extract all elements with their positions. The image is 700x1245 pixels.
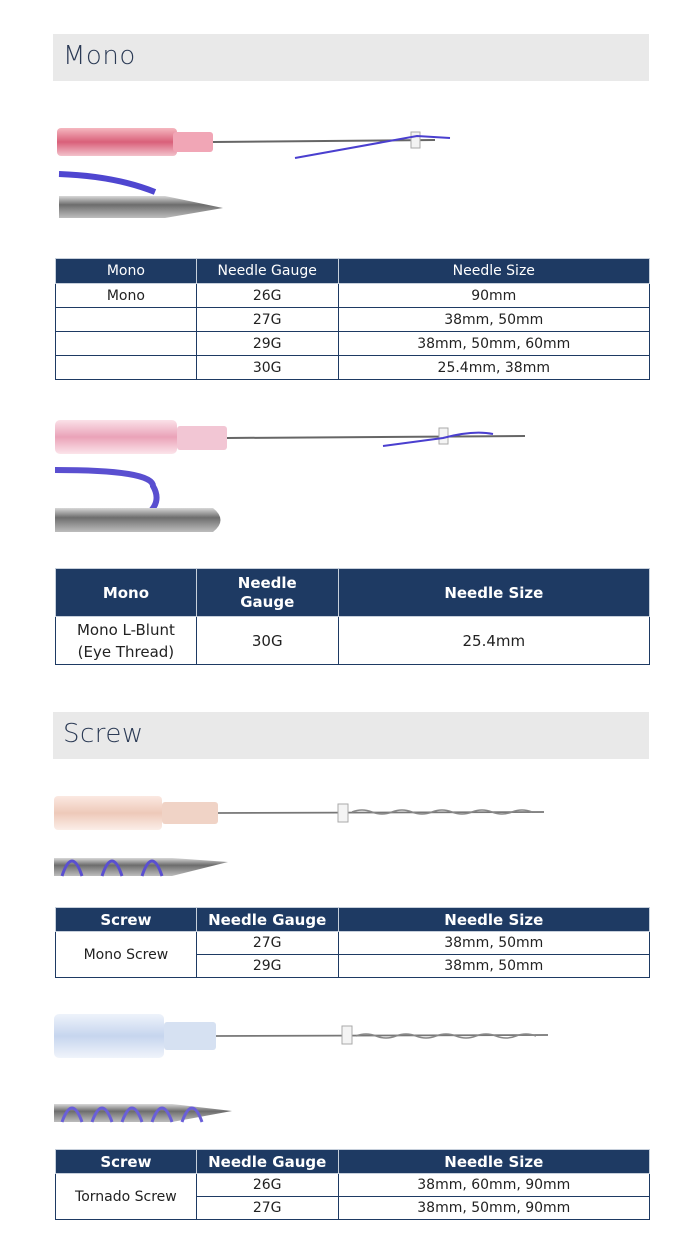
- section-title: Screw: [63, 719, 144, 749]
- mono-l-blunt-needle-image: [53, 408, 533, 538]
- table-cell: Mono: [56, 284, 197, 308]
- table-cell: 38mm, 60mm, 90mm: [338, 1174, 649, 1197]
- table-cell: 90mm: [338, 284, 649, 308]
- table-cell: 26G: [196, 284, 338, 308]
- table-cell: 38mm, 50mm, 60mm: [338, 332, 649, 356]
- table-cell: 27G: [196, 308, 338, 332]
- section-title: Mono: [63, 41, 136, 71]
- column-header-needle-gauge: Needle Gauge: [196, 259, 338, 284]
- table-cell: 38mm, 50mm: [338, 932, 649, 955]
- table-row: [56, 284, 650, 308]
- table-cell: [56, 332, 197, 356]
- table-row: [56, 308, 650, 332]
- product-name-cell: Mono Screw: [56, 932, 197, 978]
- table-cell: 29G: [196, 332, 338, 356]
- mono-needle-image: [55, 110, 465, 225]
- column-header-needle-size: Needle Size: [338, 908, 649, 932]
- table-row: [56, 617, 650, 665]
- table-row: [56, 356, 650, 380]
- section-header-mono: [53, 34, 649, 81]
- table-cell: Mono L-Blunt (Eye Thread): [56, 617, 197, 665]
- table-cell: 26G: [196, 1174, 338, 1197]
- table-row: [56, 932, 650, 955]
- mono-l-blunt-spec-table: [55, 568, 650, 665]
- table-cell: 29G: [196, 955, 338, 978]
- mono-screw-needle-image: [52, 790, 552, 885]
- column-header-needle-size: Needle Size: [338, 569, 649, 617]
- table-cell: 30G: [196, 617, 338, 665]
- column-header-needle-gauge: Needle Gauge: [196, 569, 338, 617]
- table-cell: 38mm, 50mm: [338, 308, 649, 332]
- mono-screw-spec-table: [55, 907, 650, 978]
- column-header-needle-gauge: Needle Gauge: [196, 908, 338, 932]
- table-cell: 25.4mm: [338, 617, 649, 665]
- table-cell: 38mm, 50mm: [338, 955, 649, 978]
- column-header-mono: Mono: [56, 259, 197, 284]
- product-name-cell: Tornado Screw: [56, 1174, 197, 1220]
- mono-spec-table: [55, 258, 650, 380]
- tornado-screw-needle-image: [52, 1008, 552, 1133]
- table-cell: 38mm, 50mm, 90mm: [338, 1197, 649, 1220]
- tornado-screw-spec-table: [55, 1149, 650, 1220]
- table-cell: [56, 308, 197, 332]
- column-header-screw: Screw: [56, 1150, 197, 1174]
- table-cell: 25.4mm, 38mm: [338, 356, 649, 380]
- column-header-needle-gauge: Needle Gauge: [196, 1150, 338, 1174]
- column-header-mono: Mono: [56, 569, 197, 617]
- column-header-needle-size: Needle Size: [338, 259, 649, 284]
- table-row: [56, 1174, 650, 1197]
- table-cell: [56, 356, 197, 380]
- table-cell: 30G: [196, 356, 338, 380]
- section-header-screw: [53, 712, 649, 759]
- column-header-needle-size: Needle Size: [338, 1150, 649, 1174]
- table-cell: 27G: [196, 932, 338, 955]
- table-row: [56, 332, 650, 356]
- table-cell: 27G: [196, 1197, 338, 1220]
- column-header-screw: Screw: [56, 908, 197, 932]
